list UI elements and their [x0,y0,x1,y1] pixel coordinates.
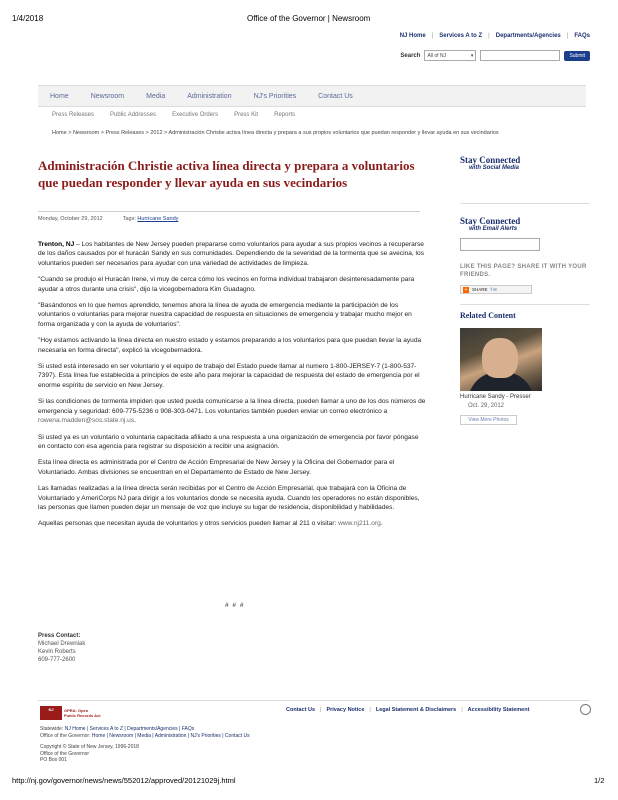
footer-link-privacy[interactable]: Privacy Notice [326,707,365,713]
copyright-block [40,744,139,764]
share-prompt: LIKE THIS PAGE? SHARE IT WITH YOUR FRIENDS. [460,264,587,278]
print-page-number: 1/2 [594,776,605,785]
top-link-faqs[interactable]: FAQs [574,33,590,39]
nav-contact[interactable]: Contact Us [318,92,353,100]
paragraph: Si usted está interesado en ser voluntario y el equipo de trabajo del Estado puede llamar al numero 1-800-JERSEY-7 (1-800-537-7397). Esta línea fue establecida a principios de este año para mejorar la capacidad de respuesta del estado de emergencia por el enorme espíritu de servicio en New Jersey. [38,363,420,389]
paragraph [38,240,426,268]
opra-badge: NJ [40,706,62,720]
print-date: 1/4/2018 [12,14,44,23]
related-photo[interactable] [460,328,542,391]
separator: | [369,707,371,713]
top-link-services[interactable]: Services A to Z [439,33,483,39]
share-label: SHARE [472,287,488,292]
footer-link-legal[interactable]: Legal Statement & Disclaimers [375,707,457,713]
lead-text: – Los habitantes de New Jersey pueden prepararse como voluntarios para ayudar a sus propios vecinos a recuperarse de los daños causados por el huracán Sandy en sus comunidades. Dependiendo de la severidad de la tormenta que se avecina, los voluntarios pueden ser necesarios para ayudar con una variedad de actividades de limpieza. [38,241,424,267]
dateline: Trenton, NJ [38,241,75,248]
article-date: Monday, October 29, 2012 [38,216,103,222]
paragraph: "Cuando se produjo el Huracán Irene, vi muy de cerca cómo los vecinos en forma individual trabajaron desinteresadamente para ayudar a otros durante una crisis", dijo la vicegobernadora Kim Guadagno. [38,276,415,293]
nav-media[interactable]: Media [146,92,166,100]
paragraph: "Basándonos en lo que hemos aprendido, tenemos ahora la línea de ayuda de emergencia mediante la participación de los voluntarios o voluntarias para mejorar nuestra capacidad de respuesta en situaciones de emergencia y trabajar mucho mejor en forma organizada y con la ayuda de voluntarios". [38,302,412,328]
separator: | [488,33,490,39]
social-title: Stay Connected [460,155,521,165]
subnav-press-releases[interactable]: Press Releases [52,112,95,118]
breadcrumb[interactable]: Home > Newsroom > Press Releases > 2012 > Administración Christie activa línea directa y prepara a sus propios voluntarios que puedan responder y llevar ayuda en sus vecindarios [52,130,499,136]
copyright: Copyright © State of New Jersey, 1996-2018 [40,744,139,750]
tag-link[interactable]: Hurricane Sandy [137,216,179,222]
office-name: Office of the Governor [40,750,90,757]
opra-logo[interactable] [40,706,101,720]
tags-label: Tags: [122,216,136,222]
photo-caption[interactable]: Hurricane Sandy - Presser [460,394,531,400]
subnav-reports[interactable]: Reports [274,112,296,118]
plus-icon: + [464,286,468,293]
email-alert-input[interactable] [460,238,540,251]
statewide-label: Statewide: [40,726,64,732]
social-subtitle[interactable]: with Social Media [469,165,520,171]
separator: | [431,33,434,39]
contact-name: Michael Drewniak [38,641,86,647]
opra-line: OPRA: Open [64,708,89,713]
footer-link-contact[interactable]: Contact Us [286,707,316,713]
print-url: http://nj.gov/governor/news/news/552012/approved/20121029j.html [12,776,236,785]
nav-administration[interactable]: Administration [187,92,232,100]
nav-newsroom[interactable]: Newsroom [90,92,125,100]
office-label: Office of the Governor: [40,732,91,739]
end-mark: # # # [225,602,245,609]
opra-text [64,708,101,718]
top-link-nj-home[interactable]: NJ Home [399,33,426,39]
divider [460,304,590,305]
office-links[interactable]: Home | Newsroom | Media | Administration | NJ's Priorities | Contact Us [91,732,250,739]
paragraph-text: Aquellas personas que necesitan ayuda de voluntarios y otros servicios pueden llamar al 211 o visitar: [38,520,339,528]
view-more-photos-button[interactable]: View More Photos [460,415,517,425]
contact-name: Kevin Roberts [38,649,76,655]
paragraph: "Hoy estamos activando la línea directa en nuestro estado y estamos preparando a los voluntarios para que puedan llevar la ayuda necesaria en forma directa", explicó la vicegobernadora. [38,337,422,354]
paragraph: Si usted ya es un voluntario o voluntaria capacitada afiliado a una respuesta a una organización de emergencia por favor póngase en contacto con esa agencia para registrar su disposición a recibir una asignación. [38,433,419,450]
separator: | [461,707,463,713]
article-body [38,240,426,536]
footer-sitemap [40,726,250,739]
accessibility-icon[interactable] [580,704,591,715]
press-contact [38,632,85,664]
submit-button[interactable]: Submit [564,51,590,61]
photo-date-row [460,403,590,409]
email-link[interactable]: rowena.madden@sos.state.nj.us [38,417,135,425]
paragraph [38,397,426,425]
subnav-press-kit[interactable]: Press Kit [234,112,259,118]
paragraph: Las llamadas realizadas a la línea directa serán recibidas por el Centro de Acción Empresarial, que trabajará con la Oficina de Voluntariado y AmeriCorps NJ para dirigir a los voluntarios donde se necesita ayuda. Cuando los operadores no están disponibles, las personas que llamen pueden dejar un mensaje de voz que incluye su lugar de residencia, disponibilidad y habilidades. [38,485,420,511]
search-input[interactable] [480,50,560,61]
subnav-executive-orders[interactable]: Executive Orders [172,112,219,118]
paragraph-text: . [380,520,383,528]
chevron-down-icon: ▾ [470,52,474,59]
nav-home[interactable]: Home [50,92,69,100]
separator: | [320,707,322,713]
photo-face [482,338,518,378]
search-label: Search [400,52,421,59]
article-tags [123,216,179,222]
related-content-title: Related Content [460,311,516,320]
footer-divider [38,700,590,701]
search-scope-select[interactable] [424,50,476,61]
divider [460,203,590,204]
search-bar [400,50,590,61]
statewide-links[interactable]: NJ Home | Services A to Z | Departments/Agencies | FAQs [64,726,195,732]
paragraph-text: Si las condiciones de tormenta impiden que usted pueda comunicarse a la línea directa, pueden llamar a uno de los dos números de emergencia y seguridad: 609-775-5236 o 908-303-0471. Los voluntarios también pueden enviar un correo electrónico a [38,398,426,415]
paragraph: Esta línea directa es administrada por el Centro de Acción Empresarial de New Jersey y la Oficina del Gobernador para el Voluntariado. Ambas divisiones se encuentran en el Departamento de Estado de New Jersey. [38,459,395,476]
email-alerts-title: Stay Connected [460,216,521,226]
primary-nav [38,85,586,107]
po-box: PO Box 001 [40,757,67,763]
share-button[interactable] [460,285,532,294]
press-contact-heading: Press Contact: [38,633,81,639]
article-title: Administración Christie activa línea directa y prepara a voluntarios que puedan responder y llevar ayuda en sus vecindarios [38,158,415,190]
nav-priorities[interactable]: NJ's Priorities [253,92,297,100]
social-icons: f ✉ [490,286,497,292]
top-link-departments[interactable]: Departments/Agencies [495,33,561,39]
footer-links [286,707,529,713]
print-page-title: Office of the Governor | Newsroom [247,14,371,23]
subnav-public-addresses[interactable]: Public Addresses [110,112,157,118]
separator: | [566,33,569,39]
paragraph-text: . [134,417,136,425]
sidebar [460,155,590,425]
footer-link-accessibility[interactable]: Accessibility Statement [467,707,530,713]
office-row [40,733,250,740]
secondary-nav [52,112,295,118]
paragraph [38,519,426,528]
contact-phone: 609-777-2600 [38,657,76,663]
photo-date: Oct. 29, 2012 [468,403,505,409]
article-meta [38,211,420,222]
opra-line: Public Records Act [64,713,101,718]
search-scope-value: All of NJ [427,52,447,59]
nj211-link[interactable]: www.nj211.org [338,520,381,528]
email-alerts-subtitle[interactable]: with Email Alerts [469,226,518,232]
top-links [400,33,590,39]
